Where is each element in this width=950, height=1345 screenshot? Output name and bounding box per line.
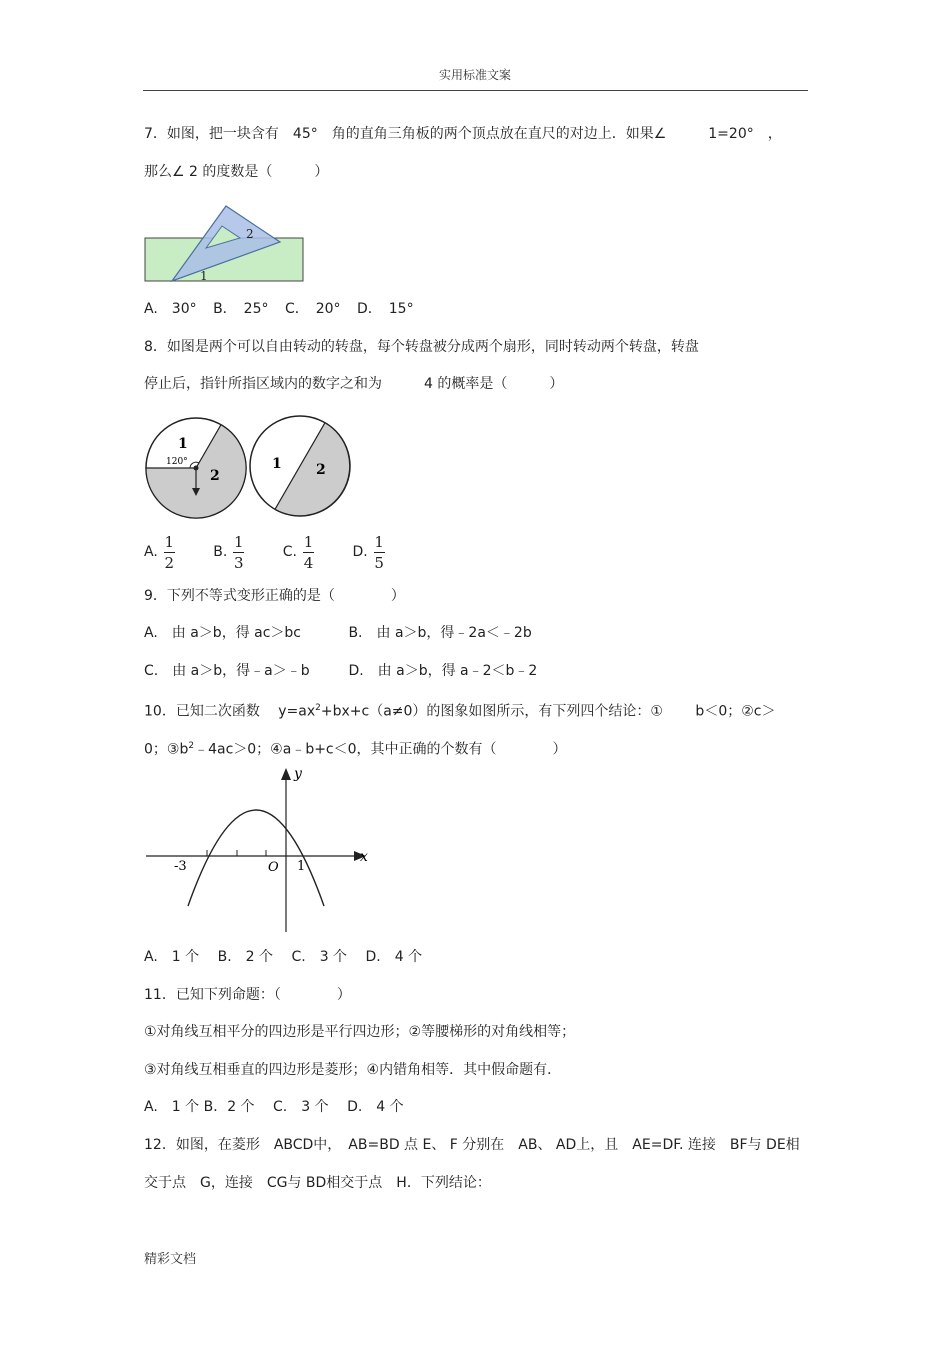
q7-stem-line1: 7．如图，把一块含有 45° 角的直角三角板的两个顶点放在直尺的对边上．如果∠ 1=20° ， [144,126,782,142]
q8-options [144,532,385,572]
q9-options-row1 [144,623,532,643]
q10-stem-line1 [144,698,775,722]
q10-options [144,947,422,967]
q9-option-b[interactable]: B. 由 a＞b，得﹣2a＜﹣2b [348,625,532,641]
page-header: 实用标准文案 [438,68,511,82]
page-footer: 精彩文档 [144,1252,197,1267]
superscript: 2 [315,703,321,713]
fraction [303,533,314,572]
denominator: 2 [164,553,175,572]
q8-option-c[interactable] [283,532,314,572]
q11-statements-line2: ③对角线互相垂直的四边形是菱形；④内错角相等．其中假命题有． [144,1062,562,1078]
q10-stem-part3: 0；③b [144,741,189,758]
fraction [233,533,244,572]
q11-statements-line1: ①对角线互相平分的四边形是平行四边形；②等腰梯形的对角线相等； [144,1024,576,1040]
q10-stem-part4: ﹣4ac＞0；④a﹣b+c＜0，其中正确的个数有（ ） [194,741,567,758]
q9-option-d[interactable]: D. 由 a＞b，得 a﹣2＜b﹣2 [348,663,538,679]
q10-stem-part2: +bx+c（a≠0）的图象如图所示，有下列四个结论：① b＜0；②c＞ [320,703,776,720]
fraction [374,533,385,572]
q9-option-a[interactable]: A. 由 a＞b，得 ac＞bc [144,625,302,641]
numerator: 1 [234,532,244,551]
header-divider [143,90,808,91]
denominator: 4 [303,553,314,572]
q7-option-b[interactable]: B． 25° [213,301,269,317]
denominator: 3 [234,553,244,572]
q8-option-d[interactable] [352,532,384,572]
numerator: 1 [303,532,314,551]
q9-option-c[interactable]: C. 由 a＞b，得﹣a＞﹣b [144,663,310,679]
origin-label: O [268,860,279,875]
spinner-right-sector-1-label: 1 [272,456,282,472]
q7-option-a[interactable]: A. 30° [144,301,197,317]
x-axis-label: x [360,849,368,865]
angle-2-label: 2 [246,227,254,241]
q7-option-d[interactable]: D． 15° [356,301,414,317]
spinner-left-angle-label: 120° [166,457,188,467]
x-tick-1-label: 1 [297,859,306,874]
numerator: 1 [164,532,175,551]
q9-options-row2 [144,661,537,681]
q7-ruler-triangle-figure [144,202,304,282]
q8-spinners-figure [144,414,354,522]
q9-stem: 9．下列不等式变形正确的是（ ） [144,588,405,604]
q7-option-c[interactable]: C． 20° [284,301,341,317]
q10-option-b[interactable]: B. 2 个 [217,949,274,965]
angle-1-label: 1 [200,269,208,282]
q11-option-d[interactable]: D. 4 个 [347,1099,404,1115]
q8-option-b[interactable] [213,532,244,572]
spinner-left-sector-1-label: 1 [178,436,188,452]
q8-option-a[interactable] [144,532,175,572]
q10-stem-part1: 10．已知二次函数 y=ax [144,703,316,720]
denominator: 5 [374,553,384,572]
q8-stem-line2: 停止后，指针所指区域内的数字之和为 4 的概率是（ ） [144,376,564,392]
superscript: 2 [188,741,195,751]
q11-option-ab[interactable]: A. 1 个 B．2 个 [144,1099,255,1115]
q7-stem-line2: 那么∠ 2 的度数是（ ） [144,164,329,180]
option-letter: A. [144,544,158,560]
q10-option-d[interactable]: D. 4 个 [365,949,423,965]
q11-stem: 11．已知下列命题：（ ） [144,987,351,1003]
q11-option-c[interactable]: C. 3 个 [273,1099,329,1115]
x-tick-neg3-label: -3 [174,859,187,874]
q7-options [144,299,414,319]
q8-stem-line1: 8．如图是两个可以自由转动的转盘，每个转盘被分成两个扇形，同时转动两个转盘，转盘 [144,339,699,355]
option-letter: C. [282,544,297,560]
q10-parabola-graph [144,764,374,936]
q10-stem-line2 [144,736,567,760]
fraction [164,533,175,572]
option-letter: D. [352,544,368,560]
q10-option-c[interactable]: C. 3 个 [291,949,348,965]
q10-option-a[interactable]: A. 1 个 [144,949,200,965]
y-axis-label: y [294,766,302,782]
q12-stem-line2: 交于点 G，连接 CG与 BD相交于点 H．下列结论： [144,1175,491,1191]
numerator: 1 [374,532,384,551]
spinner-left-sector-2-label: 2 [210,468,220,484]
spinner-right-sector-2-label: 2 [316,462,326,478]
q12-stem-line1: 12．如图，在菱形 ABCD中， AB=BD 点 E、 F 分别在 AB、 AD上，且 AE=DF. 连接 BF与 DE相 [144,1137,800,1153]
q11-options [144,1097,404,1117]
option-letter: B. [213,544,228,560]
